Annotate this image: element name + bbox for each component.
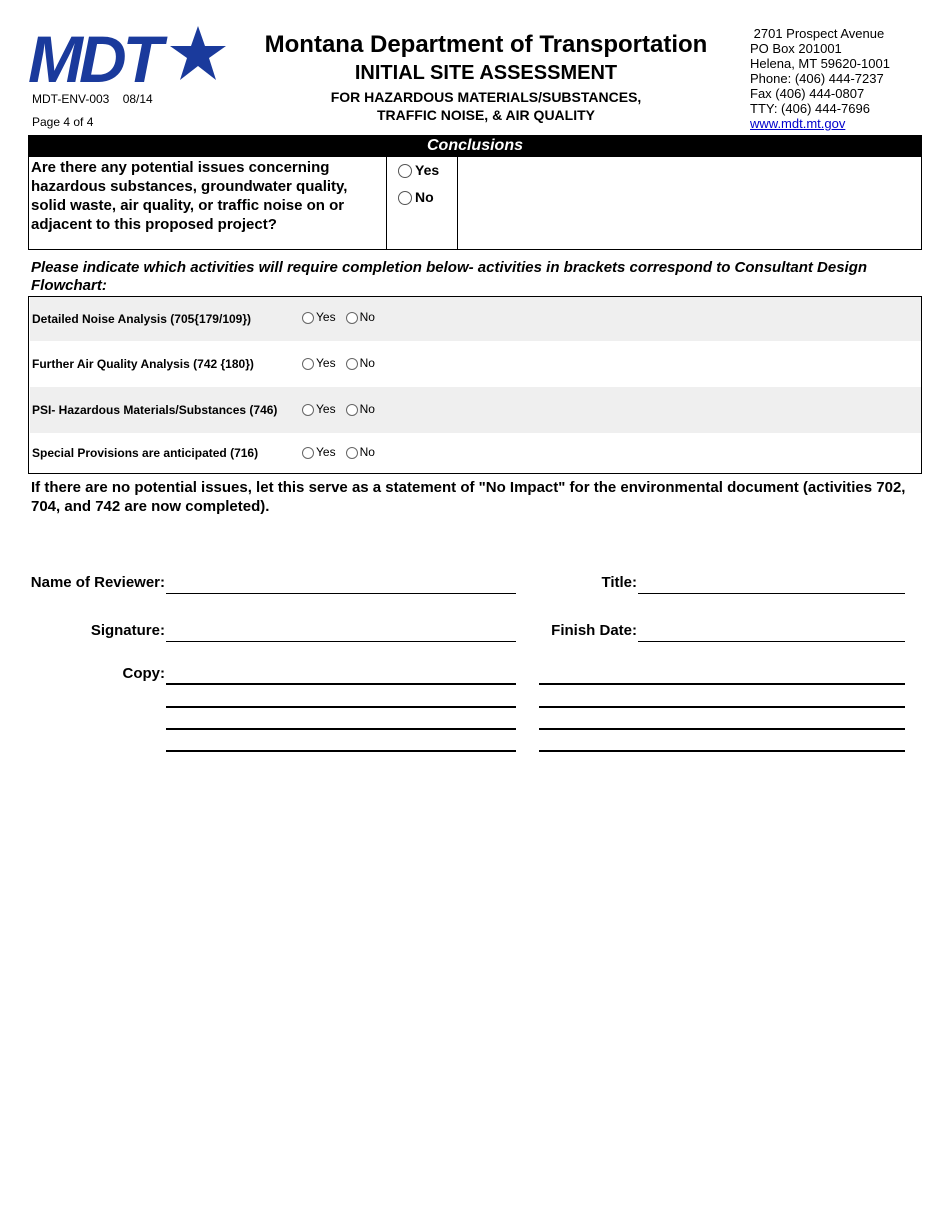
signature-field[interactable] xyxy=(166,641,516,642)
form-code: MDT-ENV-003 08/14 xyxy=(32,92,153,106)
activity-options: Yes No xyxy=(302,445,375,459)
title-field[interactable] xyxy=(638,593,905,594)
finish-date-field[interactable] xyxy=(638,641,905,642)
yes-radio[interactable] xyxy=(302,358,314,370)
agency-address: 2701 Prospect Avenue PO Box 201001 Helena, MT 59620-1001 Phone: (406) 444-7237 Fax (406) 444-0807 TTY: (406) 444-7696 www.mdt.mt.gov xyxy=(750,26,890,131)
conclusions-yes-option[interactable]: Yes xyxy=(398,162,439,178)
page-number: Page 4 of 4 xyxy=(32,115,94,129)
copy-field[interactable] xyxy=(539,750,905,752)
activity-row xyxy=(30,297,921,341)
copy-field[interactable] xyxy=(539,683,905,685)
activity-row xyxy=(30,433,921,472)
activity-label: PSI- Hazardous Materials/Substances (746) xyxy=(32,403,278,417)
divider xyxy=(457,157,458,250)
form-subtitle: FOR HAZARDOUS MATERIALS/SUBSTANCES, TRAFFIC NOISE, & AIR QUALITY xyxy=(330,89,642,123)
activities-table xyxy=(28,296,922,474)
mdt-logo xyxy=(28,24,228,88)
yes-radio[interactable] xyxy=(302,404,314,416)
no-impact-statement: If there are no potential issues, let this serve as a statement of "No Impact" for the environmental document (activities 702, 704, and 742 are now completed). xyxy=(31,479,906,515)
activity-options: Yes No xyxy=(302,310,375,324)
conclusions-no-option[interactable]: No xyxy=(398,189,434,205)
copy-field[interactable] xyxy=(166,728,516,730)
activity-row xyxy=(30,387,921,433)
activity-label: Further Air Quality Analysis (742 {180}) xyxy=(32,357,254,371)
no-radio[interactable] xyxy=(346,312,358,324)
reviewer-label: Name of Reviewer: xyxy=(30,574,165,591)
no-radio[interactable] xyxy=(346,404,358,416)
copy-label: Copy: xyxy=(122,665,165,682)
no-radio[interactable] xyxy=(346,358,358,370)
no-radio[interactable] xyxy=(398,191,412,205)
activity-options: Yes No xyxy=(302,356,375,370)
yes-radio[interactable] xyxy=(398,164,412,178)
no-radio[interactable] xyxy=(346,447,358,459)
copy-field[interactable] xyxy=(539,728,905,730)
website-link[interactable]: www.mdt.mt.gov xyxy=(750,116,846,131)
activity-options: Yes No xyxy=(302,402,375,416)
conclusions-heading: Conclusions xyxy=(28,135,922,157)
reviewer-name-field[interactable] xyxy=(166,593,516,594)
signature-label: Signature: xyxy=(90,622,165,639)
agency-title: Montana Department of Transportation xyxy=(264,31,708,58)
copy-field[interactable] xyxy=(166,683,516,685)
copy-field[interactable] xyxy=(539,706,905,708)
conclusions-comment-field[interactable] xyxy=(460,160,918,248)
title-label: Title: xyxy=(601,574,637,591)
conclusions-question: Are there any potential issues concerning hazardous substances, groundwater quality, solid waste, air quality, or traffic noise on or adjacent to this proposed project? xyxy=(31,159,348,233)
activities-instructions: Please indicate which activities will require completion below- activities in brackets correspond to Consultant Design Flowchart: xyxy=(31,259,868,294)
yes-radio[interactable] xyxy=(302,447,314,459)
form-title: INITIAL SITE ASSESSMENT xyxy=(354,62,618,84)
copy-field[interactable] xyxy=(166,706,516,708)
finish-date-label: Finish Date: xyxy=(551,622,637,639)
activity-row xyxy=(30,341,921,387)
yes-radio[interactable] xyxy=(302,312,314,324)
activity-label: Special Provisions are anticipated (716) xyxy=(32,446,259,460)
activity-label: Detailed Noise Analysis (705{179/109}) xyxy=(32,312,252,326)
divider xyxy=(386,157,387,250)
svg-text:MDT: MDT xyxy=(28,24,159,88)
copy-field[interactable] xyxy=(166,750,516,752)
